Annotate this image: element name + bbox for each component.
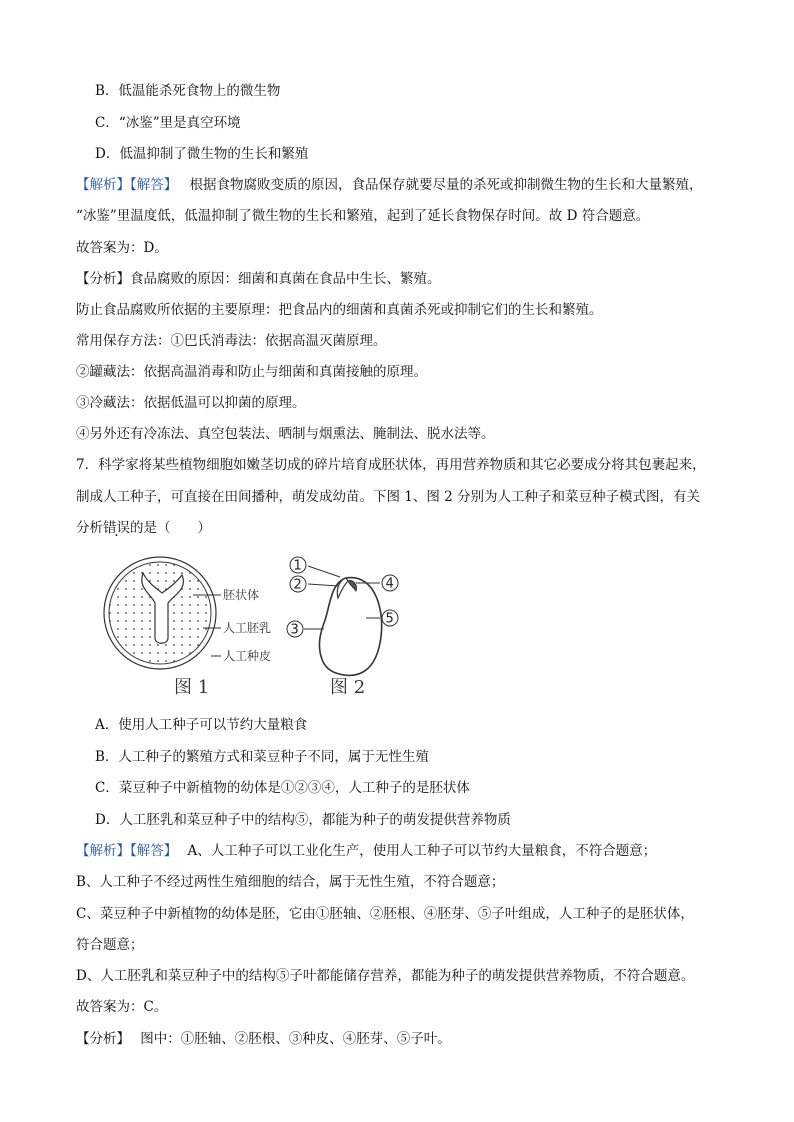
q7-analysis-line-5: D、人工胚乳和菜豆种子中的结构⑤子叶都能储存营养，都能为种子的萌发提供营养物质，不符合题意。 (76, 968, 695, 984)
question-7-line-3 (76, 519, 211, 537)
question-7-pre: 分析 (76, 520, 103, 536)
marker-5: 5 (385, 611, 394, 627)
label-artificial-seed-coat: 人工种皮 (223, 649, 272, 663)
option-c: C．“冰鉴”里是真空环境 (95, 115, 241, 131)
analysis-line-1 (76, 176, 703, 194)
option-d: D．低温抑制了微生物的生长和繁殖 (95, 146, 309, 162)
marker-4: 4 (385, 576, 394, 592)
fenxi-line-1 (76, 270, 441, 288)
q7-option-a: A．使用人工种子可以节约大量粮食 (95, 717, 308, 733)
analysis-tag: 【解析】【解答】 (76, 177, 178, 193)
seed-diagram (98, 553, 428, 701)
artificial-seed-drawing (104, 557, 221, 669)
bean-seed-drawing (287, 557, 398, 675)
fenxi-line-6: ④另外还有冷冻法、真空包装法、晒制与烟熏法、腌制法、脱水法等。 (76, 426, 495, 442)
fenxi-line-3: 常用保存方法：①巴氏消毒法：依据高温灭菌原理。 (76, 333, 387, 349)
fenxi-line-4: ②罐藏法：依据高温消毒和防止与细菌和真菌接触的原理。 (76, 364, 427, 380)
question-7-post: 的是（ ） (130, 520, 211, 536)
q7-option-d: D．人工胚乳和菜豆种子中的结构⑤，都能为种子的萌发提供营养物质 (95, 812, 511, 828)
fenxi-line-5: ③冷藏法：依据低温可以抑菌的原理。 (76, 395, 306, 411)
fenxi-line-2: 防止食品腐败所依据的主要原理：把食品内的细菌和真菌杀死或抑制它们的生长和繁殖。 (76, 302, 603, 318)
marker-3: 3 (290, 622, 299, 638)
q7-analysis-text: A、人工种子可以工业化生产，使用人工种子可以节约大量粮食，不符合题意； (187, 843, 657, 859)
analysis-text: 根据食物腐败变质的原因，食品保存就要尽量的杀死或抑制微生物的生长和大量繁殖， (189, 177, 703, 193)
caption-figure-1: 图 1 (174, 677, 210, 698)
fenxi-text: 食品腐败的原因：细菌和真菌在食品中生长、繁殖。 (130, 271, 441, 287)
analysis-line-2: “冰鉴”里温度低，低温抑制了微生物的生长和繁殖，起到了延长食物保存时间。故 D 符合题意。 (76, 208, 650, 224)
q7-analysis-line-1 (76, 842, 656, 860)
label-artificial-endosperm: 人工胚乳 (223, 621, 272, 635)
q7-fenxi-tag: 【分析】 (76, 1031, 130, 1047)
q7-answer-line: 故答案为：C。 (76, 999, 168, 1015)
answer-line: 故答案为：D。 (76, 240, 168, 256)
fenxi-tag: 【分析】 (76, 271, 130, 287)
seed-figure (98, 553, 428, 701)
caption-figure-2: 图 2 (330, 677, 366, 698)
label-embryoid: 胚状体 (223, 588, 260, 602)
q7-option-b: B．人工种子的繁殖方式和菜豆种子不同，属于无性生殖 (95, 749, 429, 765)
marker-1: 1 (293, 558, 302, 574)
q7-analysis-line-3: C、菜豆种子中新植物的幼体是胚，它由①胚轴、②胚根、④胚芽、⑤子叶组成，人工种子的是胚状体， (76, 906, 694, 922)
q7-fenxi-text: 图中：①胚轴、②胚根、③种皮、④胚芽、⑤子叶。 (140, 1031, 451, 1047)
question-7-line-1: 7．科学家将某些植物细胞如嫩茎切成的碎片培育成胚状体，再用营养物质和其它必要成分将其包裹起来， (76, 457, 706, 473)
question-7-line-2: 制成人工种子，可直接在田间播种，萌发成幼苗。下图 1、图 2 分别为人工种子和菜豆种子模式图，有关 (76, 489, 701, 505)
q7-fenxi-line (76, 1030, 451, 1048)
q7-analysis-line-4: 符合题意； (76, 937, 144, 953)
marker-2: 2 (293, 577, 302, 593)
option-b: B．低温能杀死食物上的微生物 (95, 83, 281, 99)
q7-analysis-tag: 【解析】【解答】 (76, 843, 178, 859)
emphasis-wrong: 错误 (103, 520, 130, 536)
q7-option-c: C．菜豆种子中新植物的幼体是①②③④，人工种子的是胚状体 (95, 780, 470, 796)
q7-analysis-line-2: B、人工种子不经过两性生殖细胞的结合，属于无性生殖，不符合题意； (76, 874, 505, 890)
